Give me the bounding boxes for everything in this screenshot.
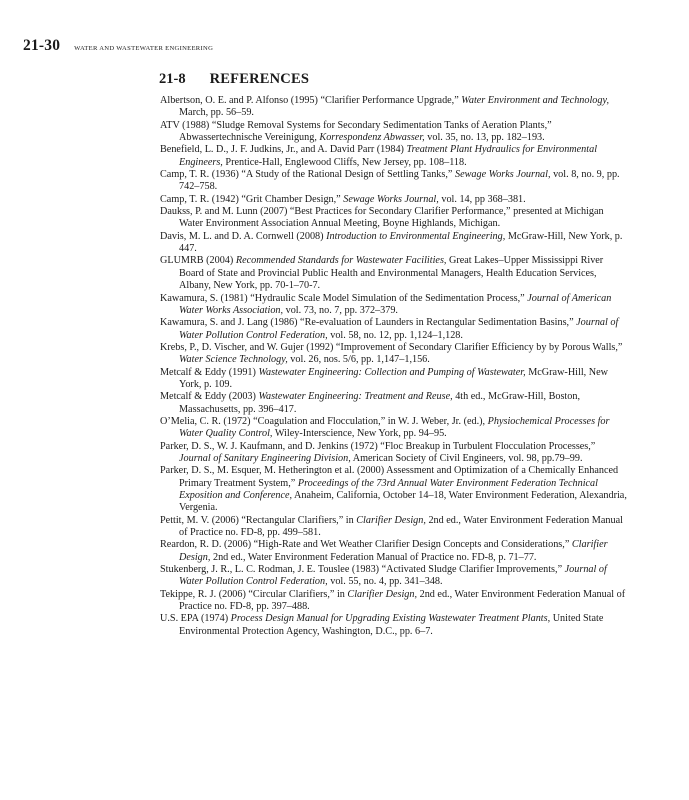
reference-text: GLUMRB (2004) (160, 255, 236, 267)
reference-text: vol. 55, no. 4, pp. 341–348. (327, 576, 443, 588)
reference-text: Parker, D. S., M. Esquer, M. Hetherington et al. (2000) Assessment and Optimization of a Chemically Enhanced Primary Treatment System,” (160, 465, 619, 489)
reference-entry (160, 613, 628, 638)
reference-source-title: Journal of Sanitary Engineering Division, (179, 452, 351, 464)
reference-entry (160, 589, 628, 614)
reference-text: Benefield, L. D., J. F. Judkins, Jr., and A. David Parr (1984) (160, 144, 407, 156)
reference-entry (160, 441, 628, 466)
reference-entry (160, 391, 628, 416)
reference-text: vol. 14, pp 368–381. (438, 193, 526, 205)
reference-source-title: Introduction to Environmental Engineering, (326, 230, 506, 242)
section-number: 21-8 (159, 71, 186, 87)
reference-entry (160, 465, 628, 514)
reference-entry (160, 342, 628, 367)
page-number: 21-30 (23, 37, 61, 54)
reference-text: 2nd ed., Water Environment Federation Manual of Practice no. FD-8, pp. 499–581. (179, 514, 623, 539)
reference-entry (160, 564, 628, 589)
reference-source-title: Journal of Water Pollution Control Federation, (179, 564, 607, 588)
reference-entry (160, 169, 628, 194)
reference-text: 2nd ed., Water Environment Federation Manual of Practice no. FD-8, pp. 397–488. (179, 588, 626, 613)
reference-text: vol. 8, no. 9, pp. 742–758. (179, 169, 620, 193)
reference-text: United State Environmental Protection Agency, Washington, D.C., pp. 6–7. (179, 613, 604, 637)
reference-source-title: Sewage Works Journal, (343, 193, 439, 205)
reference-text: Pettit, M. V. (2006) “Rectangular Clarifiers,” in (160, 514, 357, 526)
reference-entry (160, 255, 628, 292)
reference-source-title: Wastewater Engineering: Treatment and Reuse, (258, 391, 453, 403)
reference-text: Parker, D. S., W. J. Kaufmann, and D. Jenkins (1972) “Floc Breakup in Turbulent Flocculation Processes,” (160, 440, 596, 452)
reference-entry (160, 293, 628, 318)
section-heading (159, 71, 309, 88)
reference-text: McGraw-Hill, New York, p. 447. (179, 230, 623, 255)
reference-entry (160, 367, 628, 392)
reference-text: vol. 35, no. 13, pp. 182–193. (424, 132, 545, 144)
reference-source-title: Journal of Water Pollution Control Federation, (179, 317, 619, 341)
reference-entry (160, 539, 628, 564)
running-title: WATER AND WASTEWATER ENGINEERING (74, 45, 214, 52)
reference-text: O’Melia, C. R. (1972) “Coagulation and Flocculation,” in W. J. Weber, Jr. (ed.), (160, 415, 488, 427)
reference-text: Metcalf & Eddy (1991) (160, 366, 259, 378)
reference-source-title: Treatment Plant Hydraulics for Environmental Engineers, (179, 144, 598, 168)
reference-text: McGraw-Hill, New York, p. 109. (179, 366, 608, 390)
reference-text: U.S. EPA (1974) (160, 613, 231, 625)
reference-text: Daukss, P. and M. Lunn (2007) “Best Practices for Secondary Clarifier Performance,” presented at Michigan Water Environment Association Annual Meeting, Boyne Highlands, Michigan. (160, 206, 604, 230)
reference-text: 4th ed., McGraw-Hill, Boston, Massachusetts, pp. 396–417. (179, 391, 580, 415)
reference-source-title: Wastewater Engineering: Collection and Pumping of Wastewater, (258, 366, 526, 378)
reference-entry (160, 206, 628, 231)
reference-text: Wiley-Interscience, New York, pp. 94–95. (272, 428, 447, 440)
reference-list (160, 95, 628, 638)
reference-source-title: Process Design Manual for Upgrading Existing Wastewater Treatment Plants, (230, 613, 551, 625)
reference-text: American Society of Civil Engineers, vol. 98, pp.79–99. (350, 452, 583, 464)
reference-text: vol. 73, no. 7, pp. 372–379. (283, 304, 398, 316)
reference-text: Prentice-Hall, Englewood Cliffs, New Jersey, pp. 108–118. (222, 156, 467, 168)
reference-text: Kawamura, S. (1981) “Hydraulic Scale Model Simulation of the Sedimentation Process,” (160, 292, 528, 304)
reference-text: Camp, T. R. (1936) “A Study of the Rational Design of Settling Tanks,” (160, 169, 455, 181)
reference-entry (160, 120, 628, 145)
reference-source-title: Clarifier Design, (347, 588, 418, 600)
reference-text: 2nd ed., Water Environment Federation Manual of Practice no. FD-8, p. 71–77. (210, 551, 537, 563)
reference-source-title: Water Science Technology, (179, 354, 288, 366)
reference-source-title: Journal of American Water Works Association, (179, 292, 612, 316)
reference-source-title: Water Environment and Technology, (461, 95, 610, 106)
reference-text: vol. 26, nos. 5/6, pp. 1,147–1,156. (287, 354, 430, 366)
reference-text: Great Lakes–Upper Mississippi River Board of State and Provincial Public Health and Environmental Managers, Health Education Services, Albany, New York, pp. 70-1–70-7. (179, 255, 604, 292)
reference-text: Tekippe, R. J. (2006) “Circular Clarifiers,” in (160, 588, 348, 600)
reference-text: ATV (1988) “Sludge Removal Systems for Secondary Sedimentation Tanks of Aeration Plants,” Abwassertechnische Vereinigung, (160, 119, 552, 144)
reference-entry (160, 515, 628, 540)
reference-text: Stukenberg, J. R., L. C. Rodman, J. E. Touslee (1983) “Activated Sludge Clarifier Improvements,” (160, 564, 565, 576)
reference-source-title: Physiochemical Processes for Water Quality Control, (179, 415, 610, 440)
reference-text: March, pp. 56–59. (179, 107, 254, 119)
reference-source-title: Clarifier Design, (356, 514, 426, 526)
reference-text: Camp, T. R. (1942) “Grit Chamber Design,” (160, 193, 344, 205)
reference-text: Krebs, P., D. Vischer, and W. Gujer (1992) “Improvement of Secondary Clarifier Efficiency by by Porous Walls,” (160, 341, 623, 353)
reference-text: Reardon, R. D. (2006) “High-Rate and Wet Weather Clarifier Design Concepts and Considerations,” (160, 539, 572, 551)
section-title: REFERENCES (209, 71, 310, 87)
reference-text: Metcalf & Eddy (2003) (160, 391, 259, 403)
reference-entry (160, 95, 628, 120)
reference-entry (160, 231, 628, 256)
page-header (23, 37, 213, 55)
reference-source-title: Sewage Works Journal, (454, 169, 551, 181)
reference-source-title: Proceedings of the 73rd Annual Water Environment Federation Technical Exposition and Conference, (179, 477, 598, 501)
reference-text: Anaheim, California, October 14–18, Water Environment Federation, Alexandria, Vergenia. (179, 490, 627, 514)
reference-entry (160, 317, 628, 342)
reference-entry (160, 194, 628, 206)
reference-entry (160, 416, 628, 441)
reference-entry (160, 144, 628, 169)
reference-text: vol. 58, no. 12, pp. 1,124–1,128. (327, 329, 463, 341)
reference-source-title: Clarifier Design, (179, 539, 608, 563)
reference-text: Albertson, O. E. and P. Alfonso (1995) “Clarifier Performance Upgrade,” (160, 95, 462, 106)
reference-text: Davis, M. L. and D. A. Cornwell (2008) (160, 230, 327, 242)
reference-source-title: Korrespondenz Abwasser, (319, 132, 425, 144)
reference-text: Kawamura, S. and J. Lang (1986) “Re-evaluation of Launders in Rectangular Sedimentation Basins,” (160, 317, 577, 329)
reference-source-title: Recommended Standards for Wastewater Facilities, (235, 255, 447, 267)
